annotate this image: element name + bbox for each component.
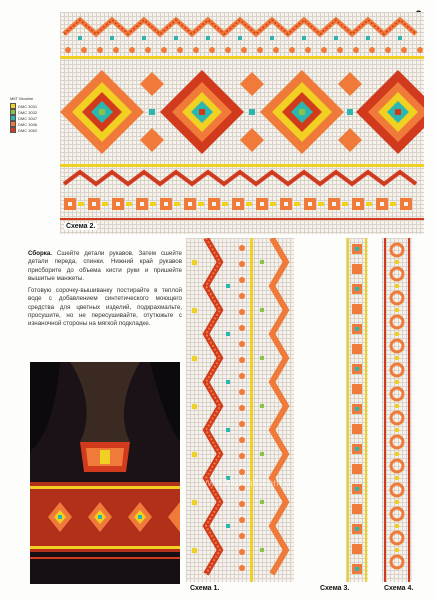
scheme-2-label: Схема 2. [66,223,96,230]
shirt-illustration [30,362,180,584]
lead-word: Сборка. [28,250,53,257]
embroidered-shirt-photo [30,362,180,584]
paragraph-1-body: Сшейте детали рукавов. Затем сшейте детали переда, спинки. Нижний край рукавов присборите до объема кисти руки и пришейте вышитые манжеты. [28,250,182,282]
bottom-line [60,218,424,220]
yellow-stripe [250,238,253,582]
scheme-1-pattern [186,238,294,582]
lower-wave-band [64,172,416,184]
legend-code: DMC 3047 [18,115,38,121]
embroidery-chart-scheme-4 [382,238,412,582]
scheme-3-pattern [346,238,368,582]
legend-code: DMC 3032 [18,109,38,115]
legend-item [10,127,52,133]
swatch-red [10,127,16,133]
middle-dot-column [239,245,245,571]
paragraph-2: Готовую сорочку-вышиванку постирайте в теплой воде с добавлением синтетического моющего средства для цветных изделий, подкрахмальте, просушите, но не пересушивайте, отутюжьте с изнаночной стороны на мягкой подкладке. [28,287,182,328]
embroidery-chart-scheme-2 [60,12,424,234]
scheme-1-label: Схема 1. [190,585,220,592]
legend-code: DMC 3052 [18,127,38,133]
rosette-band [60,70,424,154]
scheme-4-label: Схема 4. [384,585,414,592]
scheme-3-label: Схема 3. [320,585,350,592]
yoke-embroidery [30,482,180,552]
embroidery-chart-scheme-1 [186,238,294,582]
paragraph-assembly [28,250,182,283]
dot-row-upper [65,47,423,53]
left-wave-column [192,238,230,574]
collar-embroidery [80,442,130,472]
watermark-text: www.kidstaff.com.ua/tema-html [200,478,347,489]
instructions-text [28,250,182,333]
bottom-block-row [64,198,412,210]
right-wave-column [260,238,286,574]
embroidery-chart-scheme-3 [346,238,368,582]
yellow-divider [60,56,424,59]
legend-title: МКТ Mouline [10,96,34,101]
scheme-4-pattern [382,238,412,582]
legend-code: DMC 3031 [18,103,38,109]
top-wave-band [64,20,416,40]
legend-code: DMC 3046 [18,121,38,127]
scheme-2-pattern [60,12,424,234]
thread-legend [10,96,52,133]
yellow-divider-lower [60,164,424,167]
